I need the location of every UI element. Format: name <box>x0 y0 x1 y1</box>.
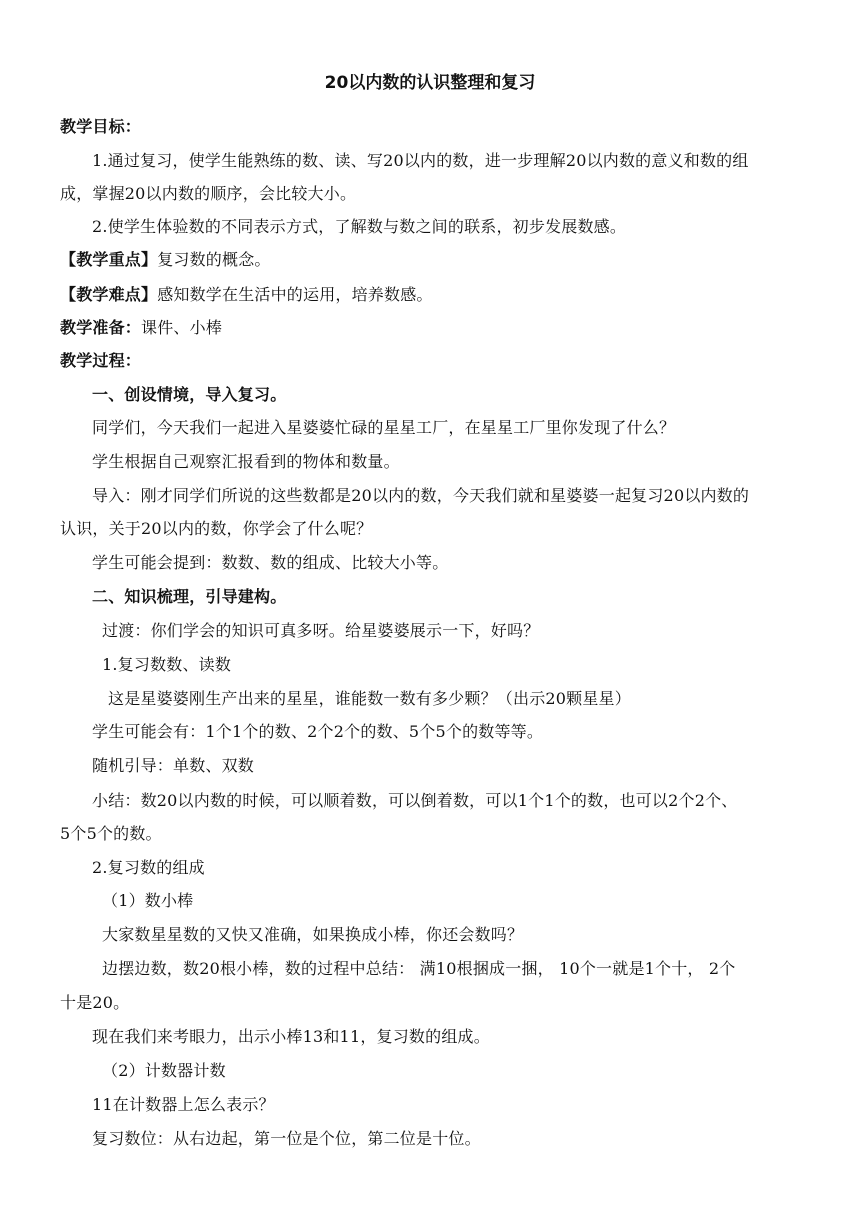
document-title: 20以内数的认识整理和复习 <box>324 73 536 93</box>
paragraph: 大家数星星数的又快又准确，如果换成小棒，你还会数吗？ <box>102 925 524 944</box>
paragraph: 现在我们来考眼力，出示小棒13和11，复习数的组成。 <box>92 1027 490 1046</box>
difficulty-point <box>60 285 820 305</box>
paragraph: 学生根据自己观察汇报看到的物体和数量。 <box>92 452 400 471</box>
difficulty-text: 感知数学在生活中的运用，培养数感。 <box>157 285 433 304</box>
prep-label: 教学准备： <box>60 318 142 337</box>
key-point <box>60 250 820 270</box>
paragraph-line-1: 小结：数20以内数的时候，可以顺着数，可以倒着数，可以1个1个的数，也可以2个2个、 <box>92 791 738 810</box>
paragraph-line-2: 5个5个的数。 <box>60 824 162 843</box>
sub-item-heading: （2）计数器计数 <box>102 1061 226 1080</box>
paragraph: 学生可能会有：1个1个的数、2个2个的数、5个5个的数等等。 <box>92 722 544 741</box>
subsection-heading: 1.复习数数、读数 <box>102 655 232 674</box>
goal-1-line-1: 1.通过复习，使学生能熟练的数、读、写20以内的数，进一步理解20以内数的意义和数的组 <box>92 151 749 170</box>
key-point-text: 复习数的概念。 <box>157 250 271 269</box>
paragraph: 11在计数器上怎么表示？ <box>92 1095 275 1114</box>
paragraph: 这是星婆婆刚生产出来的星星，谁能数一数有多少颗？（出示20颗星星） <box>108 689 631 708</box>
paragraph-line-1: 导入：刚才同学们所说的这些数都是20以内的数，今天我们就和星婆婆一起复习20以内数的 <box>92 486 750 505</box>
paragraph: 学生可能会提到：数数、数的组成、比较大小等。 <box>92 553 449 572</box>
prep-text: 课件、小棒 <box>141 318 223 337</box>
preparation <box>60 318 820 338</box>
process-heading: 教学过程： <box>60 351 142 370</box>
sub-item-heading: （1）数小棒 <box>102 891 194 910</box>
key-point-label: 【教学重点】 <box>60 250 158 269</box>
section-2-heading: 二、知识梳理，引导建构。 <box>92 587 287 606</box>
paragraph: 随机引导：单数、双数 <box>92 756 255 775</box>
goal-2: 2.使学生体验数的不同表示方式，了解数与数之间的联系，初步发展数感。 <box>92 217 627 236</box>
paragraph: 复习数位：从右边起，第一位是个位，第二位是十位。 <box>92 1129 481 1148</box>
paragraph: 同学们，今天我们一起进入星婆婆忙碌的星星工厂，在星星工厂里你发现了什么？ <box>92 418 676 437</box>
paragraph-line-1: 边摆边数，数20根小棒，数的过程中总结： 满10根捆成一捆， 10个一就是1个十， 2个 <box>102 959 736 978</box>
paragraph-line-2: 认识，关于20以内的数，你学会了什么呢？ <box>60 519 373 538</box>
goals-heading: 教学目标： <box>60 117 142 136</box>
paragraph: 过渡：你们学会的知识可真多呀。给星婆婆展示一下，好吗？ <box>102 621 540 640</box>
difficulty-label: 【教学难点】 <box>60 285 158 304</box>
goal-1-line-2: 成，掌握20以内数的顺序，会比较大小。 <box>60 184 357 203</box>
paragraph-line-2: 十是20。 <box>60 993 130 1012</box>
subsection-heading: 2.复习数的组成 <box>92 858 205 877</box>
section-1-heading: 一、创设情境，导入复习。 <box>92 385 287 404</box>
